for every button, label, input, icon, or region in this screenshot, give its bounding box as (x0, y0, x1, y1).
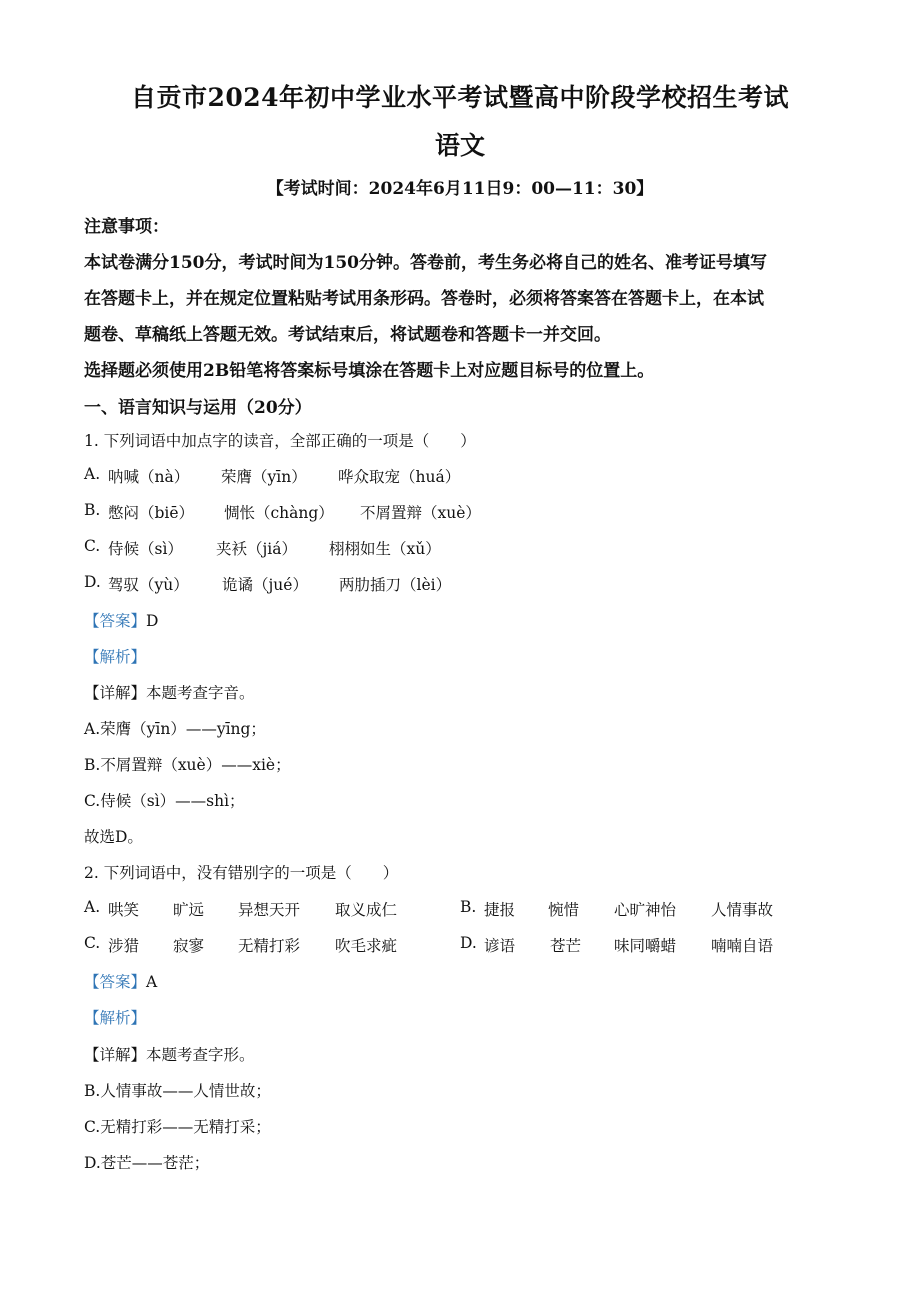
notice-line: 题卷、草稿纸上答题无效。考试结束后，将试题卷和答题卡一并交回。 (84, 325, 611, 345)
option-item: 荣膺（yīn） (221, 468, 307, 486)
q1-detail-line: B.不屑置辩（xuè）——xiè； (84, 756, 291, 774)
option-item: 侍候（sì） (108, 540, 183, 558)
subject-title: 语文 (434, 131, 485, 160)
answer-value: D (146, 612, 159, 630)
notice-line: 本试卷满分150分，考试时间为150分钟。答卷前，考生务必将自己的姓名、准考证号填写 (84, 253, 767, 273)
option-label: A. (84, 465, 101, 483)
option-item: 夹袄（jiá） (216, 540, 298, 558)
option-label: B. (84, 501, 101, 519)
option-item: 不屑置辩（xuè） (360, 504, 481, 522)
answer-tag: 【答案】 (84, 973, 147, 991)
q2-detail-line: C.无精打彩——无精打采； (84, 1118, 271, 1136)
option-item: 旷远 (173, 901, 205, 919)
question-2-stem: 2. 下列词语中，没有错别字的一项是（ ） (84, 864, 399, 882)
option-item: 栩栩如生（xǔ） (329, 540, 441, 558)
option-item: 憋闷（biē） (108, 504, 195, 522)
answer-value: A (146, 973, 158, 991)
q1-answer (84, 609, 158, 631)
option-item: 两肋插刀（lèi） (339, 576, 452, 594)
option-item: 哗众取宠（huá） (338, 468, 461, 486)
option-item: 惆怅（chàng） (224, 504, 334, 522)
q2-answer (84, 970, 157, 992)
option-label: D. (460, 934, 477, 952)
option-item: 苍芒 (550, 937, 582, 955)
option-item: 无精打彩 (238, 937, 301, 955)
q1-analysis-tag: 【解析】 (84, 648, 147, 666)
option-label: A. (84, 898, 101, 916)
option-label: C. (84, 537, 101, 555)
answer-tag: 【答案】 (84, 612, 147, 630)
option-item: 人情事故 (711, 901, 774, 919)
q1-detail-line: 【详解】本题考查字音。 (84, 684, 255, 702)
option-item: 心旷神怡 (614, 901, 677, 919)
section-heading: 一、语言知识与运用（20分） (84, 398, 312, 418)
option-item: 谚语 (484, 937, 516, 955)
option-item: 诡谲（jué） (222, 576, 308, 594)
option-item: 取义成仁 (335, 901, 398, 919)
option-item: 异想天开 (238, 901, 301, 919)
q1-detail-line: A.荣膺（yīn）——yīng； (84, 720, 266, 738)
notice-line: 选择题必须使用2B铅笔将答案标号填涂在答题卡上对应题目标号的位置上。 (84, 361, 655, 381)
option-item: 捷报 (484, 901, 516, 919)
q2-detail-line: B.人情事故——人情世故； (84, 1082, 271, 1100)
option-label: D. (84, 573, 101, 591)
option-label: C. (84, 934, 101, 952)
option-item: 寂寥 (173, 937, 205, 955)
q2-analysis-tag: 【解析】 (84, 1009, 147, 1027)
notice-line: 在答题卡上，并在规定位置粘贴考试用条形码。答卷时，必须将答案答在答题卡上，在本试 (84, 289, 764, 309)
option-item: 味同嚼蜡 (614, 937, 677, 955)
exam-title: 自贡市2024年初中学业水平考试暨高中阶段学校招生考试 (130, 83, 790, 112)
option-item: 驾驭（yù） (108, 576, 189, 594)
option-item: 哄笑 (108, 901, 140, 919)
exam-time: 【考试时间：2024年6月11日9：00—11：30】 (266, 179, 654, 199)
option-item: 涉猎 (108, 937, 140, 955)
q1-detail-line: 故选D。 (84, 828, 143, 846)
option-item: 惋惜 (548, 901, 580, 919)
option-label: B. (460, 898, 477, 916)
q2-detail-line: 【详解】本题考查字形。 (84, 1046, 255, 1064)
option-item: 呐喊（nà） (108, 468, 190, 486)
question-1-stem: 1. 下列词语中加点字的读音，全部正确的一项是（ ） (84, 432, 476, 450)
q1-detail-line: C.侍候（sì）——shì； (84, 792, 245, 810)
q2-detail-line: D.苍芒——苍茫； (84, 1154, 210, 1172)
option-item: 吹毛求疵 (335, 937, 398, 955)
notice-heading: 注意事项： (84, 217, 169, 237)
option-item: 喃喃自语 (711, 937, 774, 955)
